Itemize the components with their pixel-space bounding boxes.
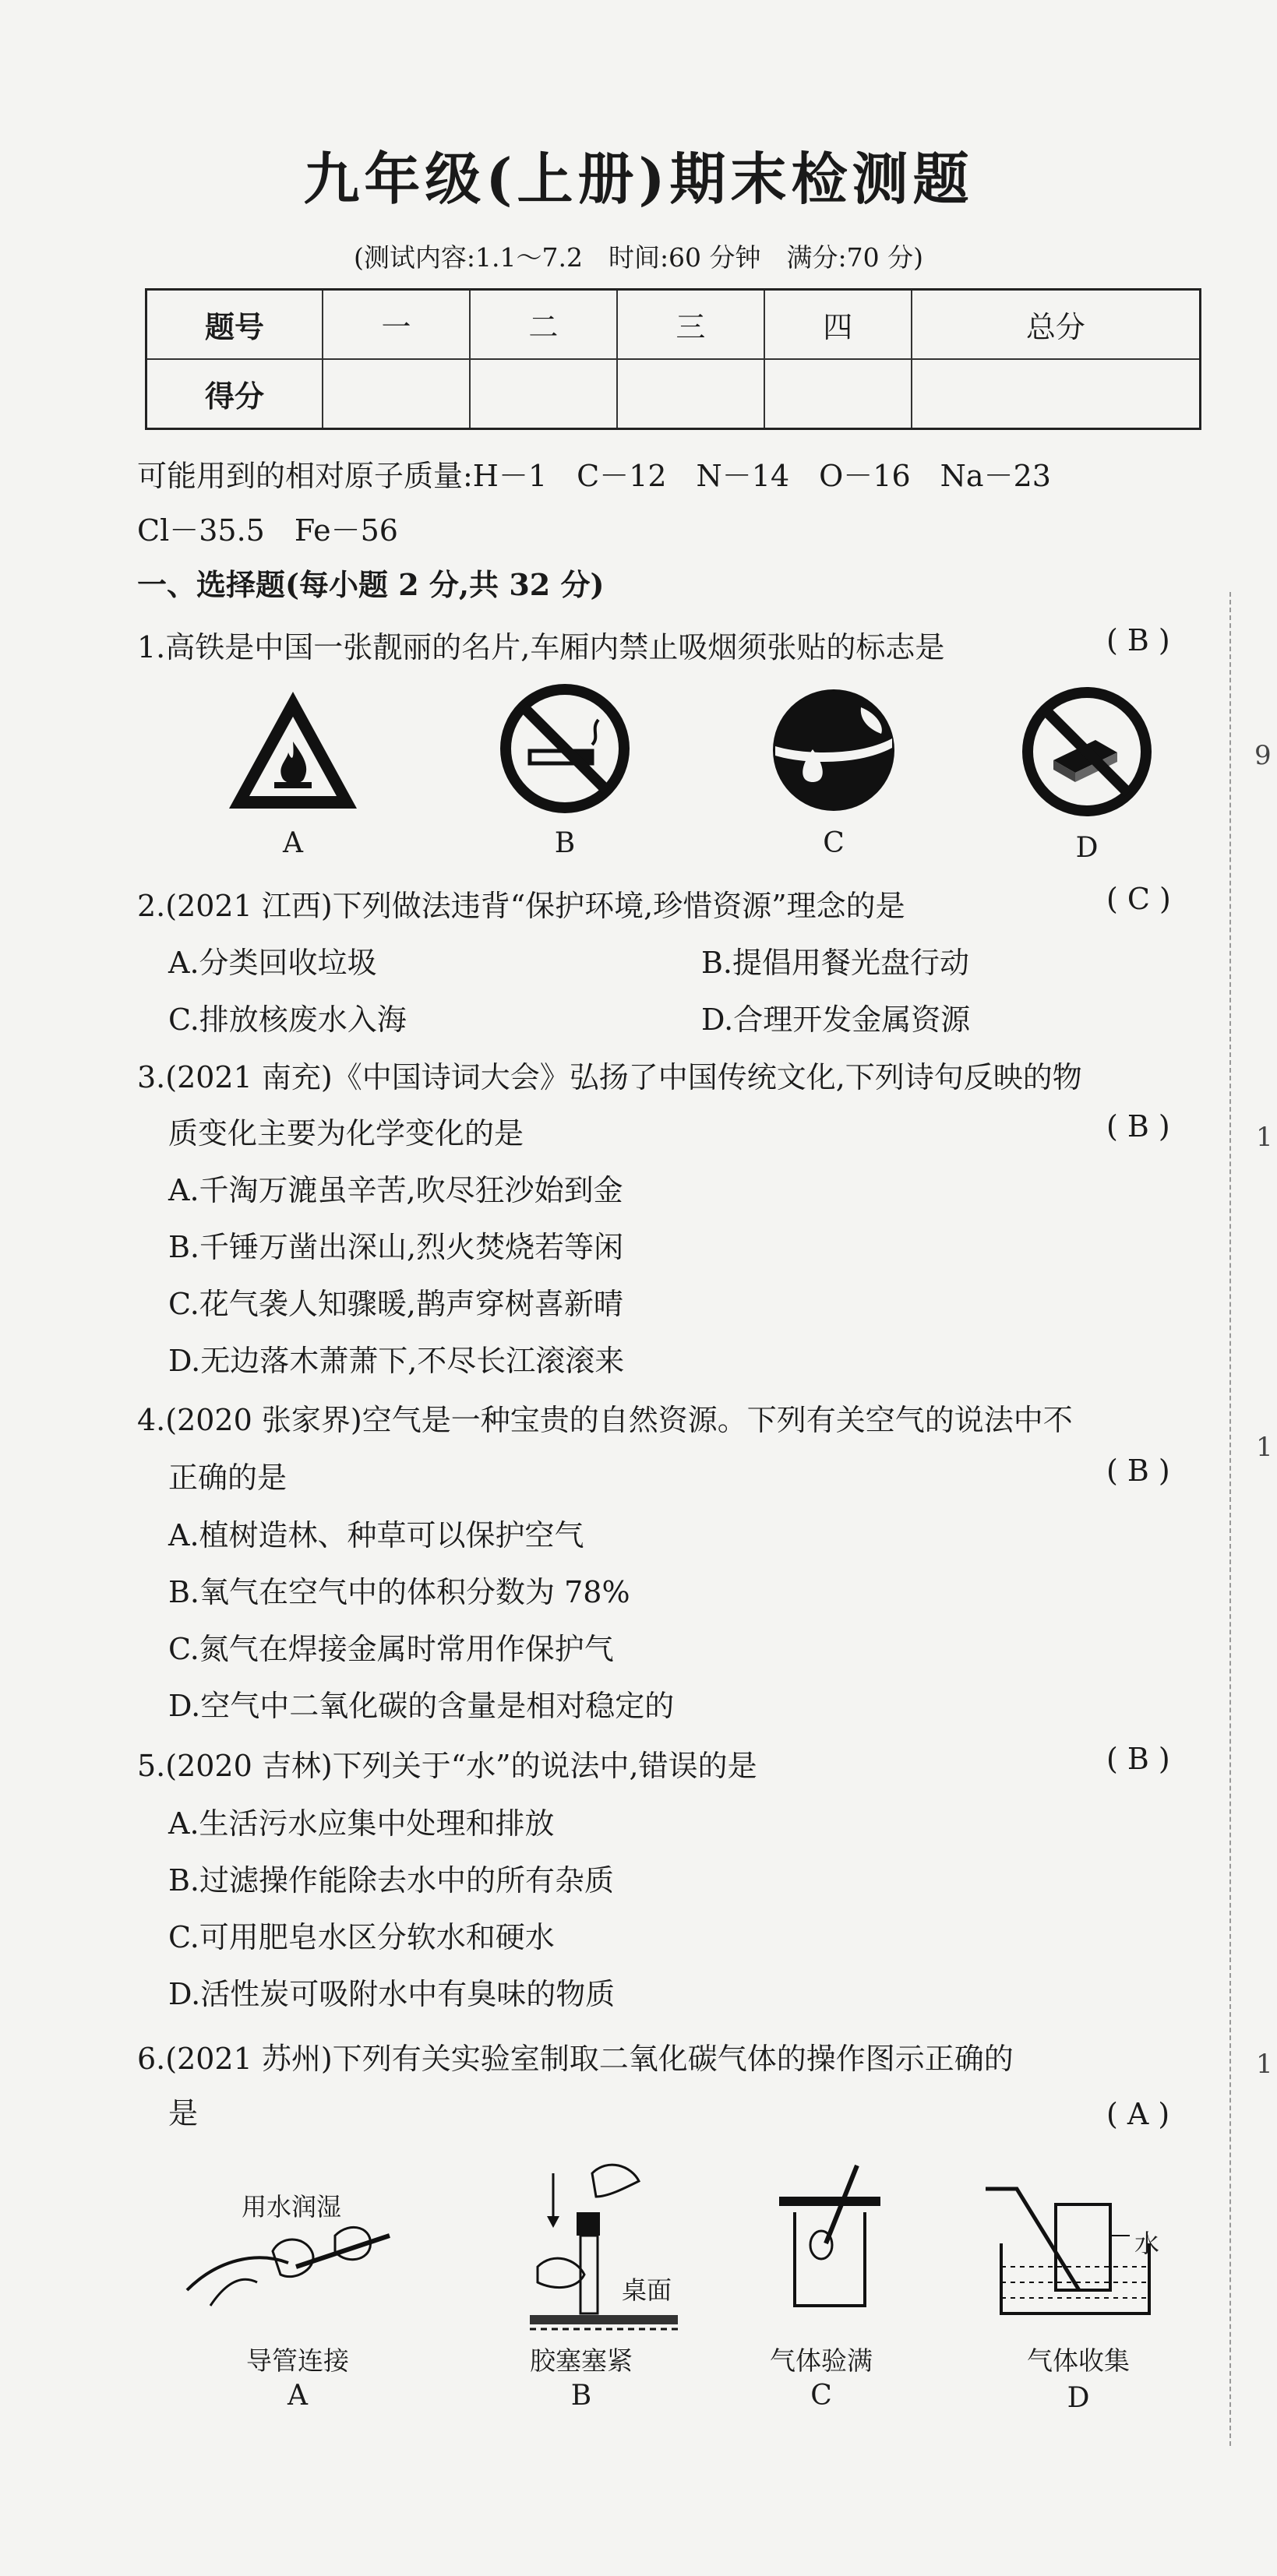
figure-caption: 气体验满 (770, 2345, 873, 2376)
page-subtitle: (测试内容:1.1～7.2 时间:60 分钟 满分:70 分) (353, 242, 924, 273)
question-stem: 是 (168, 2096, 199, 2130)
question-stem: 正确的是 (168, 1461, 288, 1495)
question-stem: 质变化主要为化学变化的是 (168, 1116, 524, 1151)
figure-caption: 胶塞塞紧 (530, 2345, 633, 2376)
option: A.植树造林、种草可以保护空气 (168, 1518, 584, 1552)
option: A.分类回收垃圾 (168, 946, 377, 980)
answer-mark: ( B ) (1106, 1109, 1170, 1144)
stopper-figure (522, 2150, 686, 2337)
option: B.过滤操作能除去水中的所有杂质 (168, 1863, 615, 1898)
atomic-masses-line: Cl－35.5 Fe－56 (137, 513, 398, 548)
margin-mark: 9 (1254, 740, 1272, 771)
answer-mark: ( A ) (1106, 2097, 1170, 2131)
gas-test-figure (771, 2158, 888, 2321)
figure-label: B (554, 827, 576, 859)
figure-note: 桌面 (622, 2275, 672, 2305)
score-input-cell[interactable] (764, 359, 912, 429)
option: B.氧气在空气中的体积分数为 78% (168, 1575, 630, 1609)
figure-label: B (570, 2380, 592, 2412)
option: B.提倡用餐光盘行动 (701, 946, 970, 980)
figure-label: C (823, 827, 845, 859)
question-stem: 1.高铁是中国一张靓丽的名片,车厢内禁止吸烟须张贴的标志是 (137, 630, 945, 664)
option: D.空气中二氧化碳的含量是相对稳定的 (168, 1689, 675, 1723)
section-heading: 一、选择题(每小题 2 分,共 32 分) (137, 567, 605, 602)
question-stem: 5.(2020 吉林)下列关于“水”的说法中,错误的是 (137, 1749, 757, 1783)
table-row (146, 359, 1201, 429)
option: A.千淘万漉虽辛苦,吹尽狂沙始到金 (168, 1173, 623, 1207)
score-input-cell[interactable] (912, 359, 1201, 429)
page-divider (1229, 592, 1231, 2446)
option: D.活性炭可吸附水中有臭味的物质 (168, 1977, 616, 2011)
question-stem: 3.(2021 南充)《中国诗词大会》弘扬了中国传统文化,下列诗句反映的物 (137, 1060, 1082, 1094)
table-cell: 三 (617, 290, 764, 360)
answer-mark: ( B ) (1106, 1742, 1170, 1776)
figure-label: D (1075, 832, 1099, 864)
table-cell: 得分 (146, 359, 323, 429)
score-input-cell[interactable] (470, 359, 617, 429)
gas-collection-figure (978, 2173, 1160, 2321)
no-smoking-icon (499, 682, 631, 815)
option: C.氮气在焊接金属时常用作保护气 (168, 1632, 614, 1666)
table-cell: 四 (764, 290, 912, 360)
score-input-cell[interactable] (323, 359, 470, 429)
answer-mark: ( B ) (1106, 1454, 1170, 1488)
table-row (146, 290, 1201, 360)
atomic-masses-line: 可能用到的相对原子质量:H－1 C－12 N－14 O－16 Na－23 (137, 459, 1051, 493)
figure-note: 水 (1134, 2229, 1160, 2258)
option: A.生活污水应集中处理和排放 (168, 1806, 555, 1841)
option: D.合理开发金属资源 (701, 1003, 971, 1037)
figure-note: 用水润湿 (242, 2192, 342, 2222)
margin-mark: 1 (1256, 2049, 1273, 2080)
answer-mark: ( B ) (1106, 623, 1170, 657)
water-saving-icon (767, 684, 900, 816)
answer-mark: ( C ) (1106, 882, 1171, 916)
option: C.花气袭人知骤暖,鹊声穿树喜新晴 (168, 1287, 623, 1321)
figure-label: A (288, 2380, 308, 2412)
figure-label: D (1067, 2382, 1090, 2414)
no-fireworks-icon (1021, 685, 1153, 818)
figure-caption: 导管连接 (246, 2345, 349, 2376)
table-cell: 题号 (146, 290, 323, 360)
question-stem: 6.(2021 苏州)下列有关实验室制取二氧化碳气体的操作图示正确的 (137, 2042, 1014, 2076)
score-input-cell[interactable] (617, 359, 764, 429)
option: B.千锤万凿出深山,烈火焚烧若等闲 (168, 1230, 624, 1264)
table-cell: 总分 (912, 290, 1201, 360)
option: C.排放核废水入海 (168, 1003, 407, 1037)
figure-label: A (283, 827, 303, 859)
table-cell: 二 (470, 290, 617, 360)
question-stem: 2.(2021 江西)下列做法违背“保护环境,珍惜资源”理念的是 (137, 889, 905, 923)
flammable-warning-icon (223, 685, 363, 818)
margin-mark: 1 (1256, 1432, 1273, 1463)
option: D.无边落木萧萧下,不尽长江滚滚来 (168, 1344, 625, 1378)
page-title: 九年级(上册)期末检测题 (303, 146, 974, 212)
margin-mark: 1 (1256, 1122, 1273, 1153)
score-table (145, 288, 1201, 430)
table-cell: 一 (323, 290, 470, 360)
option: C.可用肥皂水区分软水和硬水 (168, 1920, 555, 1954)
question-stem: 4.(2020 张家界)空气是一种宝贵的自然资源。下列有关空气的说法中不 (137, 1403, 1073, 1437)
figure-label: C (810, 2380, 832, 2412)
figure-caption: 气体收集 (1027, 2345, 1130, 2376)
